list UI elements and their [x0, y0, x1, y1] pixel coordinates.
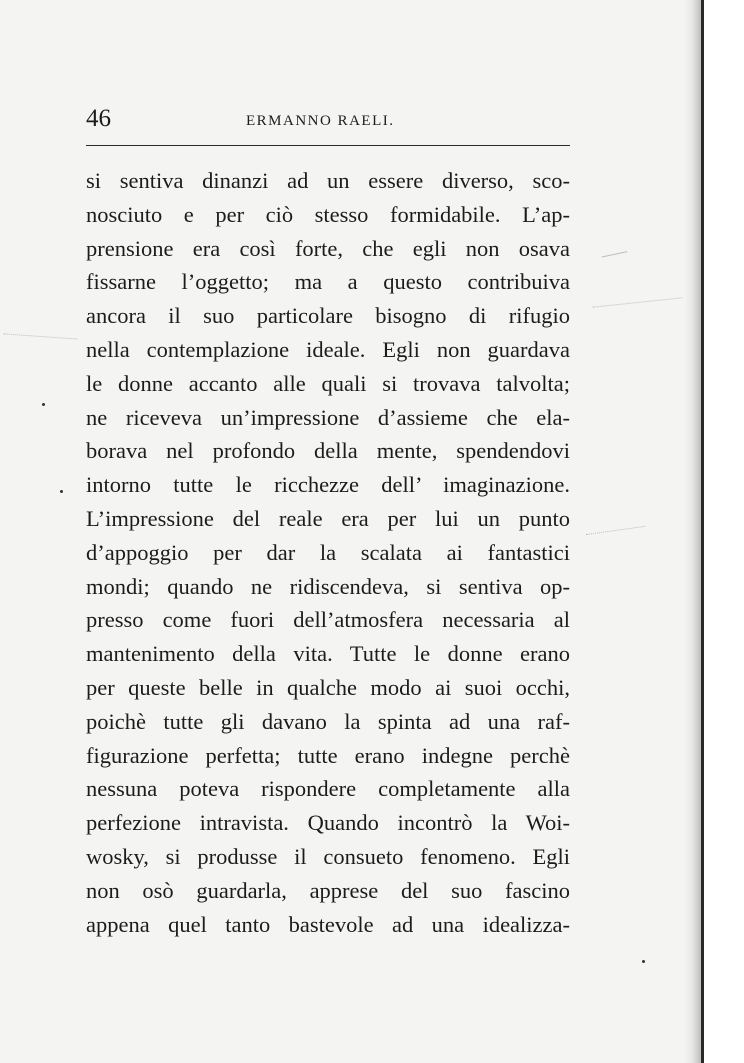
text-line: poichè tutte gli davano la spinta ad una raf- [86, 708, 570, 734]
paper-speck [60, 490, 63, 493]
text-line: mondi; quando ne ridiscendeva, si sentiva op- [86, 573, 570, 599]
text-line: wosky, si produsse il consueto fenomeno. Egli [86, 843, 570, 869]
text-line: ancora il suo particolare bisogno di rifugio [86, 303, 570, 329]
header-rule [86, 145, 570, 146]
text-line: d’appoggio per dar la scalata ai fantastici [86, 539, 570, 565]
text-line: intorno tutte le ricchezze dell’ imaginazione. [86, 472, 570, 498]
text-line: mantenimento della vita. Tutte le donne erano [86, 641, 570, 667]
page-number: 46 [86, 105, 111, 132]
text-line: perfezione intravista. Quando incontrò la Woi- [86, 810, 570, 836]
text-line: presso come fuori dell’atmosfera necessaria al [86, 607, 570, 633]
text-line: le donne accanto alle quali si trovava talvolta; [86, 370, 570, 396]
text-line: ne riceveva un’impressione d’assieme che ela- [86, 404, 570, 430]
pencil-marginalia [592, 287, 683, 307]
text-line: nosciuto e per ciò stesso formidabile. L’ap- [86, 201, 570, 227]
running-head [86, 104, 570, 138]
paper-speck [42, 403, 45, 406]
pencil-marginalia [4, 323, 79, 339]
body-text [86, 164, 570, 941]
text-line: nessuna poteva rispondere completamente alla [86, 776, 570, 802]
text-line: L’impressione del reale era per lui un punto [86, 505, 570, 531]
text-line: si sentiva dinanzi ad un essere diverso, sco- [86, 168, 570, 193]
text-line: non osò guardarla, apprese del suo fascino [86, 877, 570, 903]
running-title: ERMANNO RAELI. [246, 113, 395, 129]
text-line: borava nel profondo della mente, spendendovi [86, 438, 570, 464]
text-line: per queste belle in qualche modo ai suoi occhi, [86, 674, 570, 700]
paper-speck [642, 960, 645, 963]
pencil-marginalia [585, 516, 646, 535]
text-line: figurazione perfetta; tutte erano indegne perchè [86, 742, 570, 768]
text-line: appena quel tanto bastevole ad una idealizza- [86, 911, 570, 937]
pencil-marginalia [599, 237, 628, 257]
text-line: fissarne l’oggetto; ma a questo contribuiva [86, 269, 570, 295]
binding-edge [701, 0, 744, 1063]
text-line: prensione era così forte, che egli non osava [86, 235, 570, 261]
text-line: nella contemplazione ideale. Egli non guardava [86, 336, 570, 362]
